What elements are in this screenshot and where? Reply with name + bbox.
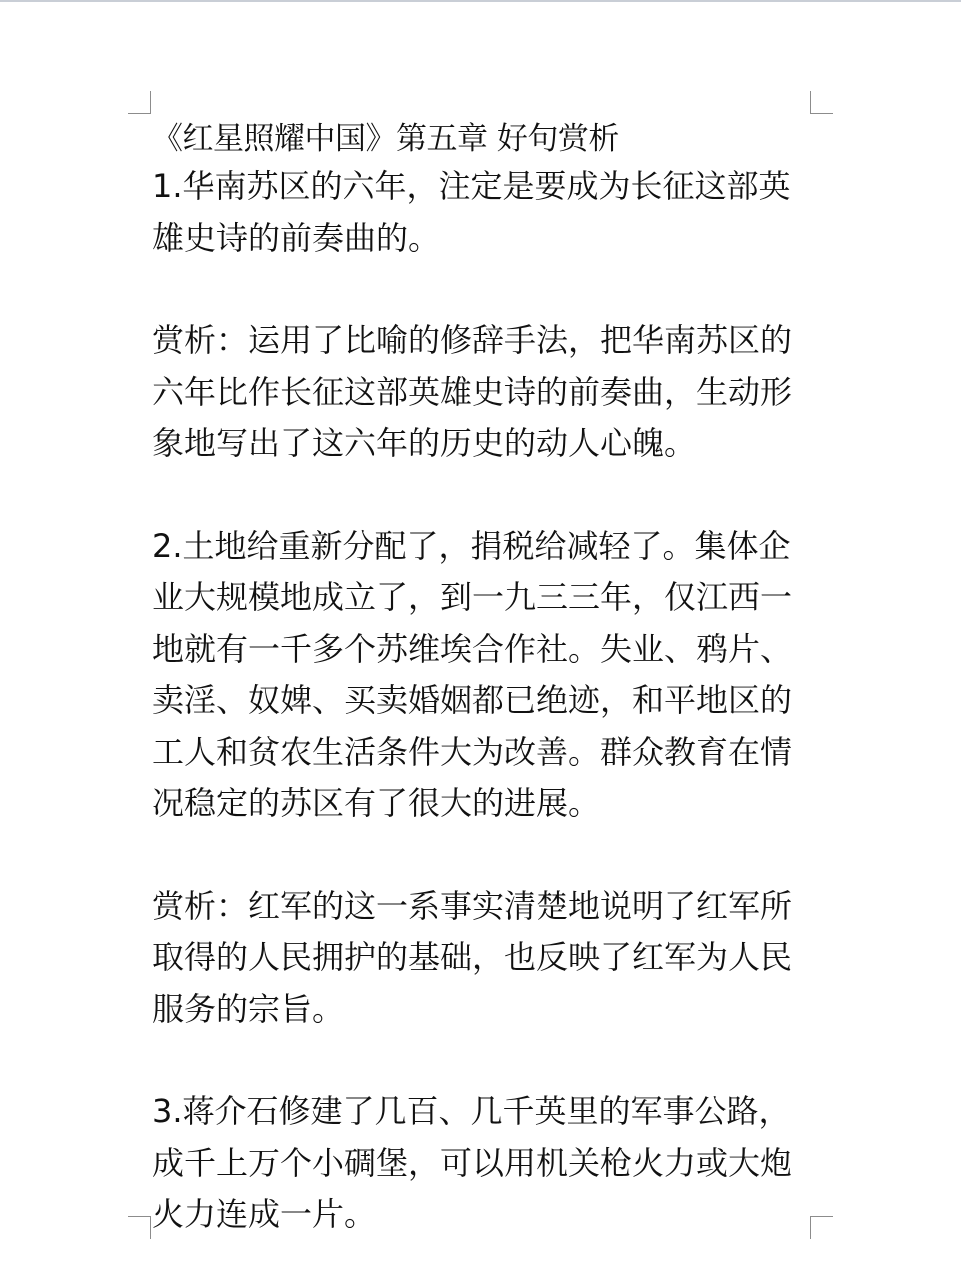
page-corner-mark-bottom-left [128, 1216, 151, 1239]
page-corner-mark-top-left [128, 91, 151, 114]
paragraph-gap [152, 264, 820, 315]
analysis-2: 赏析：红军的这一系事实清楚地说明了红军所取得的人民拥护的基础，也反映了红军为人民服务的宗旨。 [152, 886, 793, 1028]
quote-2: 2.土地给重新分配了，捐税给减轻了。集体企业大规模地成立了，到一九三三年，仅江西一地就有一千多个苏维埃合作社。失业、鸦片、卖淫、奴婢、买卖婚姻都已绝迹，和平地区的工人和贫农生活条件大为改善。群众教育在情况稳定的苏区有了很大的进展。 [152, 526, 793, 822]
analysis-1: 赏析：运用了比喻的修辞手法，把华南苏区的六年比作长征这部英雄史诗的前奏曲，生动形象地写出了这六年的历史的动人心魄。 [152, 321, 793, 462]
paragraph-gap [152, 830, 820, 881]
quote-1: 1.华南苏区的六年，注定是要成为长征这部英雄史诗的前奏曲的。 [152, 167, 791, 257]
top-border-line [0, 0, 961, 2]
document-body [152, 117, 820, 1241]
document-title: 《红星照耀中国》第五章 好句赏析 [152, 121, 619, 157]
page-corner-mark-top-right [810, 91, 833, 114]
quote-3: 3.蒋介石修建了几百、几千英里的军事公路，成千上万个小碉堡，可以用机关枪火力或大炮火力连成一片。 [152, 1092, 793, 1233]
paragraph-gap [152, 1035, 820, 1086]
paragraph-gap [152, 470, 820, 521]
